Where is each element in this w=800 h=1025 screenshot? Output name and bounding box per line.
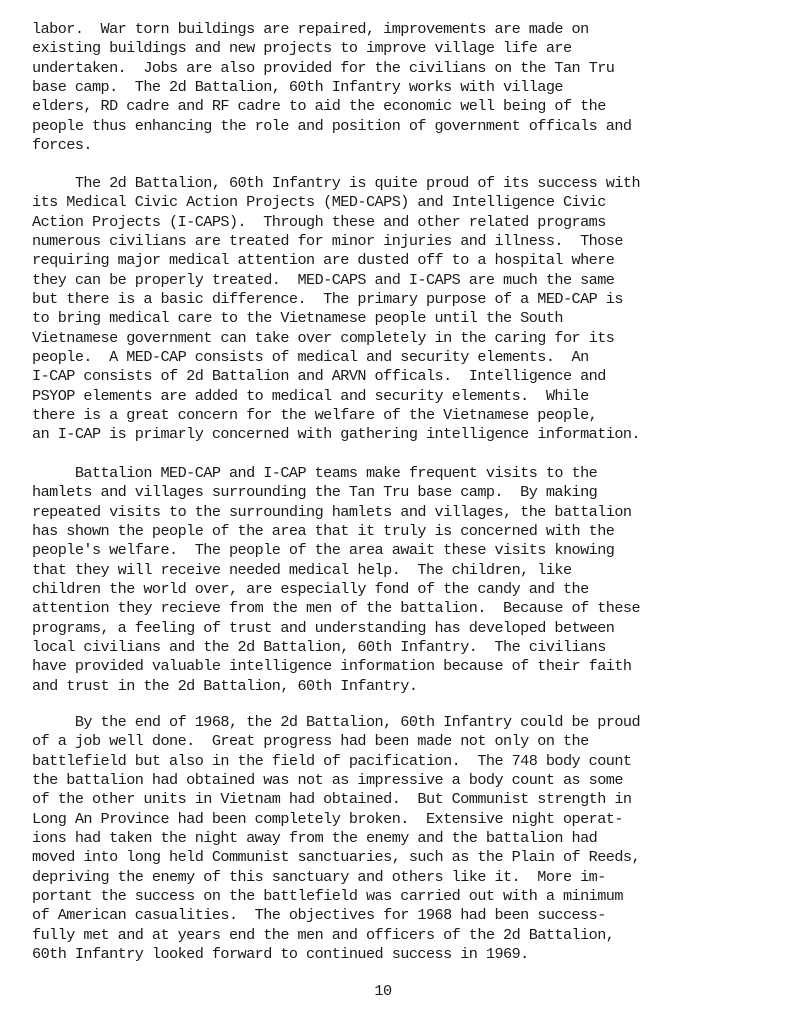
- text-line: requiring major medical attention are dusted off to a hospital where: [32, 251, 615, 270]
- text-line: Vietnamese government can take over completely in the caring for its: [32, 328, 615, 347]
- paragraph-med-caps: [32, 174, 792, 445]
- text-line: of a job well done. Great progress had been made not only on the: [32, 732, 589, 751]
- text-line: but there is a basic difference. The primary purpose of a MED-CAP is: [32, 290, 623, 309]
- text-line: undertaken. Jobs are also provided for the civilians on the Tan Tru: [32, 58, 615, 77]
- text-line: repeated visits to the surrounding hamlets and villages, the battalion: [32, 502, 632, 521]
- text-line: has shown the people of the area that it truly is concerned with the: [32, 522, 615, 541]
- text-line: have provided valuable intelligence information because of their faith: [32, 657, 632, 676]
- page-number: 10: [374, 982, 392, 1000]
- text-line: existing buildings and new projects to improve village life are: [32, 39, 572, 58]
- text-line: moved into long held Communist sanctuaries, such as the Plain of Reeds,: [32, 848, 641, 867]
- paragraph-end-of-1968: [32, 713, 792, 964]
- text-line: labor. War torn buildings are repaired, improvements are made on: [32, 20, 589, 38]
- text-line: hamlets and villages surrounding the Tan Tru base camp. By making: [32, 483, 598, 502]
- text-line: children the world over, are especially fond of the candy and the: [32, 580, 589, 599]
- text-line: By the end of 1968, the 2d Battalion, 60th Infantry could be proud: [32, 713, 641, 731]
- text-line: of American casualities. The objectives for 1968 had been success-: [32, 906, 606, 925]
- text-line: people thus enhancing the role and position of government officals and: [32, 116, 632, 135]
- paragraph-team-visits: [32, 464, 792, 696]
- text-line: numerous civilians are treated for minor injuries and illness. Those: [32, 232, 623, 251]
- text-line: The 2d Battalion, 60th Infantry is quite proud of its success with: [32, 174, 641, 192]
- text-line: 60th Infantry looked forward to continued success in 1969.: [32, 945, 529, 964]
- text-line: its Medical Civic Action Projects (MED-CAPS) and Intelligence Civic: [32, 193, 606, 212]
- text-line: an I-CAP is primarly concerned with gathering intelligence information.: [32, 425, 641, 444]
- text-line: to bring medical care to the Vietnamese people until the South: [32, 309, 563, 328]
- text-line: the battalion had obtained was not as impressive a body count as some: [32, 771, 623, 790]
- text-line: Long An Province had been completely broken. Extensive night operat-: [32, 809, 623, 828]
- text-line: ions had taken the night away from the enemy and the battalion had: [32, 829, 598, 848]
- text-line: forces.: [32, 136, 92, 155]
- paragraph-village-improvements: [32, 20, 792, 155]
- text-line: depriving the enemy of this sanctuary and others like it. More im-: [32, 867, 606, 886]
- text-line: PSYOP elements are added to medical and security elements. While: [32, 386, 589, 405]
- text-line: that they will receive needed medical help. The children, like: [32, 560, 572, 579]
- text-line: people. A MED-CAP consists of medical and security elements. An: [32, 348, 589, 367]
- text-line: I-CAP consists of 2d Battalion and ARVN officals. Intelligence and: [32, 367, 606, 386]
- text-line: portant the success on the battlefield was carried out with a minimum: [32, 887, 623, 906]
- text-line: local civilians and the 2d Battalion, 60th Infantry. The civilians: [32, 638, 606, 657]
- text-line: people's welfare. The people of the area await these visits knowing: [32, 541, 615, 560]
- text-line: they can be properly treated. MED-CAPS and I-CAPS are much the same: [32, 270, 615, 289]
- text-line: battlefield but also in the field of pacification. The 748 body count: [32, 751, 632, 770]
- text-line: base camp. The 2d Battalion, 60th Infantry works with village: [32, 78, 563, 97]
- text-line: Battalion MED-CAP and I-CAP teams make frequent visits to the: [32, 464, 598, 482]
- text-line: elders, RD cadre and RF cadre to aid the economic well being of the: [32, 97, 606, 116]
- text-line: Action Projects (I-CAPS). Through these and other related programs: [32, 212, 606, 231]
- text-line: programs, a feeling of trust and understanding has developed between: [32, 618, 615, 637]
- text-line: of the other units in Vietnam had obtained. But Communist strength in: [32, 790, 632, 809]
- text-line: attention they recieve from the men of the battalion. Because of these: [32, 599, 641, 618]
- text-line: fully met and at years end the men and officers of the 2d Battalion,: [32, 925, 615, 944]
- text-line: and trust in the 2d Battalion, 60th Infantry.: [32, 676, 418, 695]
- text-line: there is a great concern for the welfare of the Vietnamese people,: [32, 406, 598, 425]
